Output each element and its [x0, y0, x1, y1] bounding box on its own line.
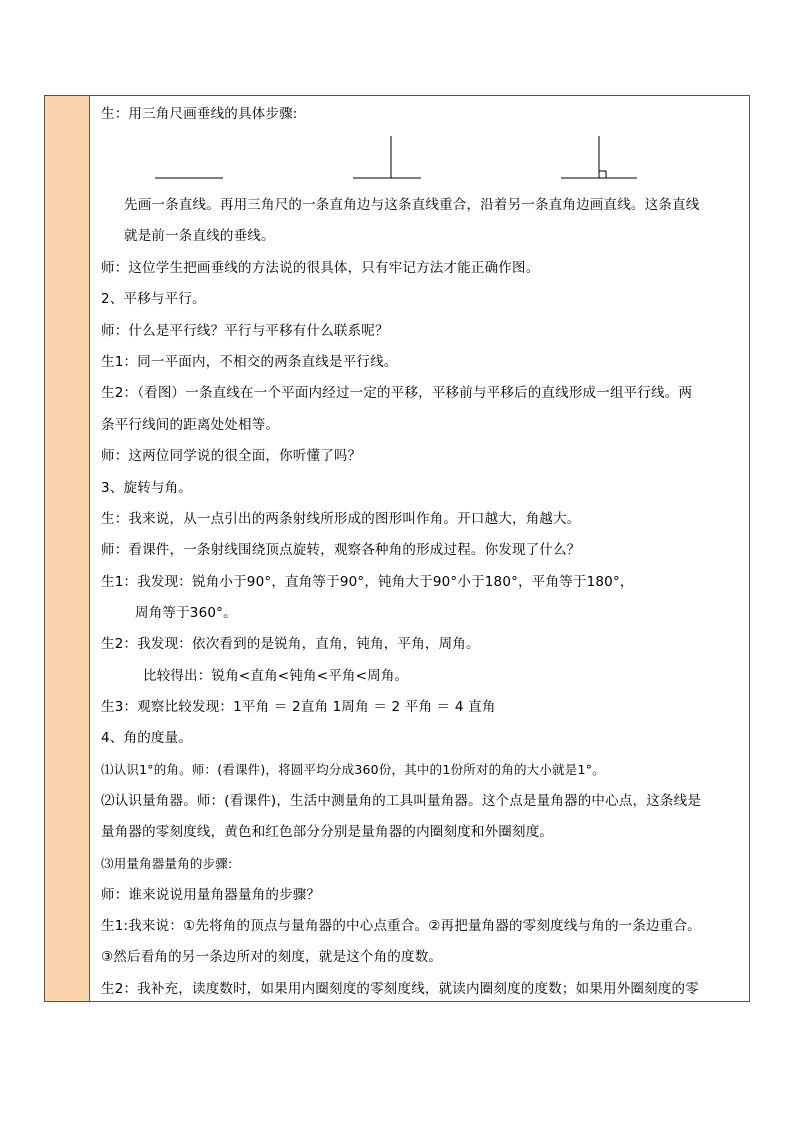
- content-cell: [91, 96, 749, 1001]
- text-line: 生1：同一平面内，不相交的两条直线是平行线。: [101, 354, 398, 370]
- text-line: 师：这位学生把画垂线的方法说的很具体，只有牢记方法才能正确作图。: [101, 260, 540, 276]
- section-heading: 4、角的度量。: [101, 730, 192, 746]
- step-2-ruler-aligned: [353, 136, 421, 178]
- text-line: 生：我来说，从一点引出的两条射线所形成的图形叫作角。开口越大，角越大。: [101, 511, 581, 527]
- lesson-table: [44, 95, 750, 1002]
- text-line: 先画一条直线。再用三角尺的一条直角边与这条直线重合，沿着另一条直角边画直线。这条直线: [124, 197, 700, 213]
- text-line: ⑵认识量角器。师：(看课件)，生活中测量角的工具叫量角器。这个点是量角器的中心点，这条线是: [101, 793, 702, 809]
- text-line: 生2：我发现：依次看到的是锐角，直角，钝角，平角，周角。: [101, 636, 480, 652]
- text-line: ⑴认识1°的角。师：(看课件)，将圆平均分成360份，其中的1份所对的角的大小就是1°。: [101, 762, 605, 777]
- text-line: 生1:我来说：①先将角的顶点与量角器的中心点重合。②再把量角器的零刻度线与角的一条边重合。: [101, 918, 701, 934]
- step-3-perpendicular-drawn: [561, 136, 637, 178]
- text-line: 师：这两位同学说的很全面，你听懂了吗？: [101, 448, 362, 464]
- section-heading: 2、平移与平行。: [101, 291, 206, 307]
- text-line: ⑶用量角器量角的步骤:: [101, 856, 233, 871]
- text-line: 师：谁来说说用量角器量角的步骤？: [101, 887, 321, 903]
- text-line: 师：看课件，一条射线围绕顶点旋转，观察各种角的形成过程。你发现了什么？: [101, 542, 581, 558]
- text-line: 师：什么是平行线？平行与平移有什么联系呢？: [101, 323, 389, 339]
- text-line: 量角器的零刻度线，黄色和红色部分分别是量角器的内圈刻度和外圈刻度。: [101, 824, 554, 840]
- text-line: 就是前一条直线的垂线。: [124, 228, 275, 244]
- text-line: 生1：我发现：锐角小于90°，直角等于90°，钝角大于90°小于180°，平角等于180°，: [101, 574, 634, 590]
- text-line: 比较得出：锐角<直角<钝角<平角<周角。: [143, 668, 409, 684]
- section-heading: 3、旋转与角。: [101, 480, 192, 496]
- text-line: 生2：我补充，读度数时，如果用内圈刻度的零刻度线，就读内圈刻度的度数；如果用外圈刻度的零: [101, 981, 699, 997]
- text-line: 条平行线间的距离处处相等。: [101, 417, 280, 433]
- text-line: 生：用三角尺画垂线的具体步骤:: [101, 106, 298, 122]
- text-line: 生3：观察比较发现：1平角 ＝ 2直角 1周角 ＝ 2 平角 ＝ 4 直角: [101, 699, 496, 715]
- text-line: 周角等于360°。: [135, 605, 237, 621]
- text-line: ③然后看角的另一条边所对的刻度，就是这个角的度数。: [101, 949, 443, 965]
- text-line: 生2：（看图）一条直线在一个平面内经过一定的平移，平移前与平移后的直线形成一组平行线。两: [101, 385, 693, 401]
- perpendicular-steps-diagram: [91, 126, 751, 188]
- side-column: [45, 96, 90, 1001]
